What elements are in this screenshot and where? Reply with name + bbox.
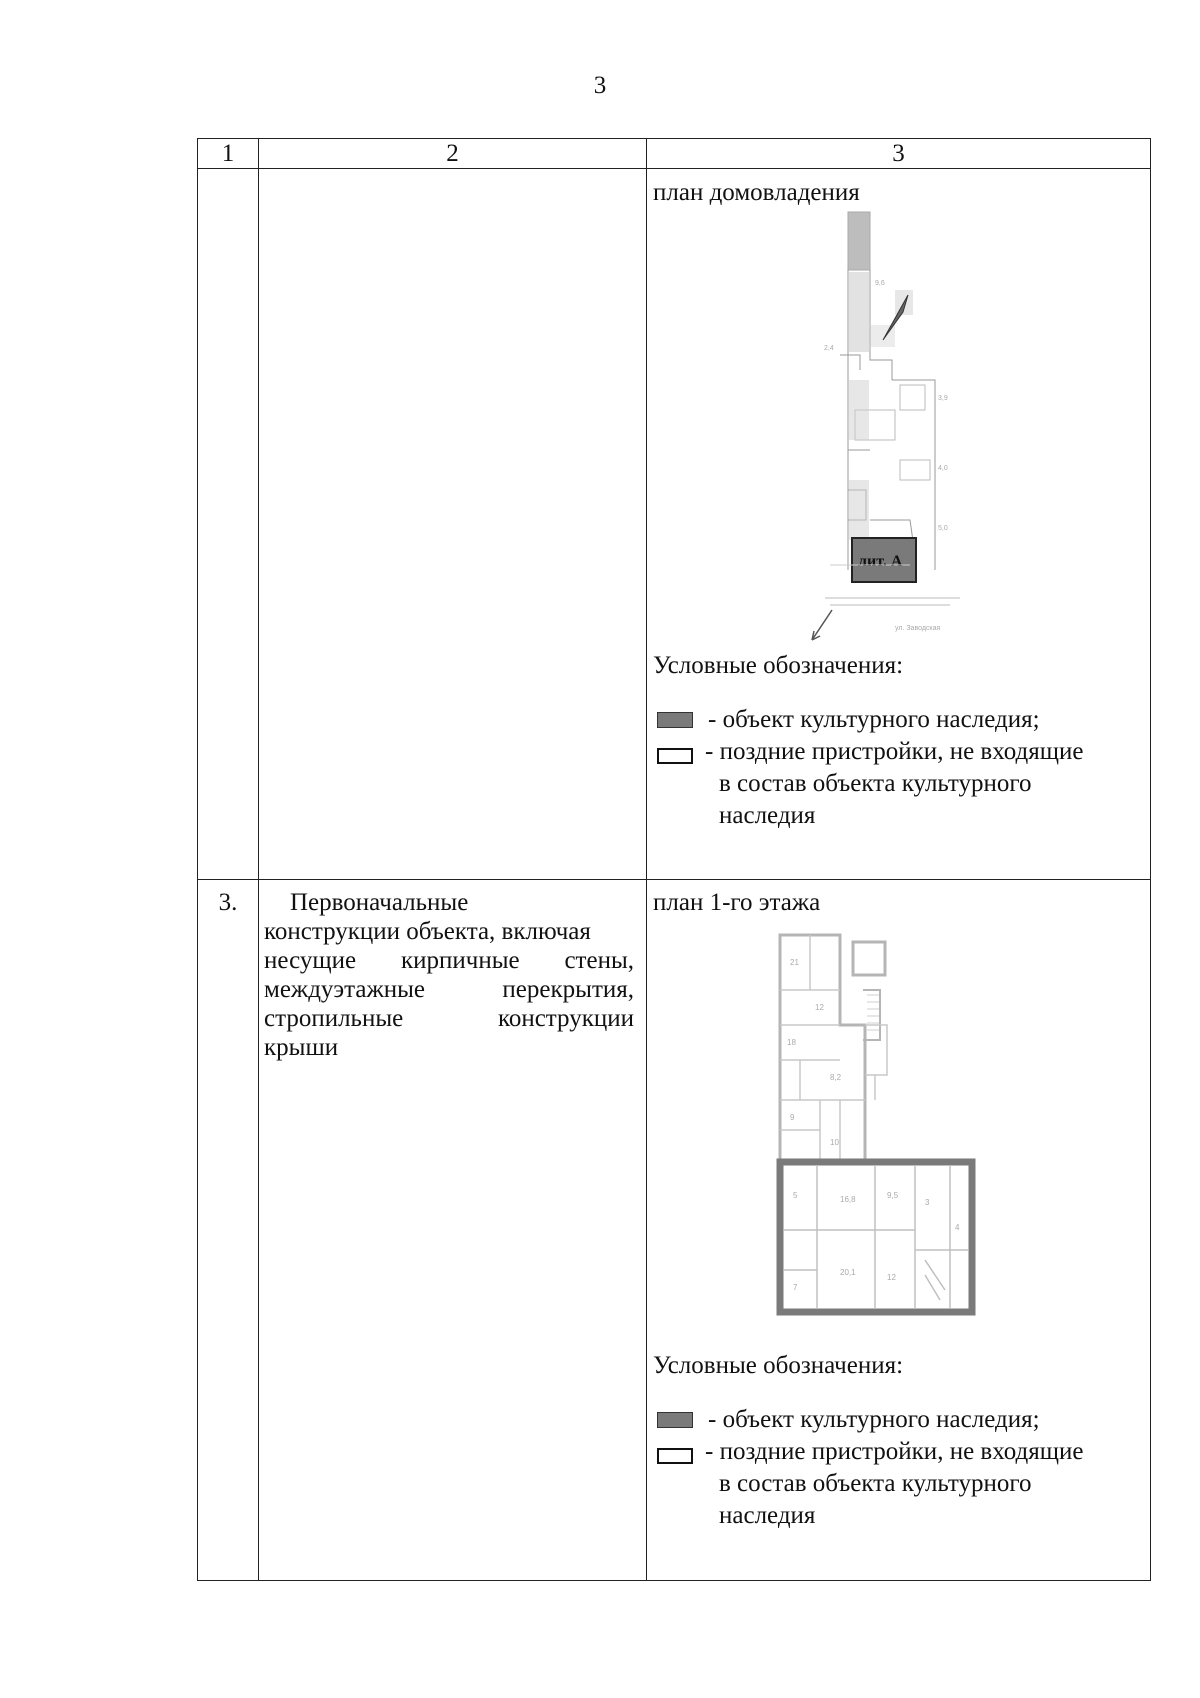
building-label: лит. А (858, 553, 903, 570)
svg-text:4,0: 4,0 (938, 465, 948, 472)
svg-text:4: 4 (955, 1223, 960, 1232)
column-header-1: 1 (221, 140, 235, 167)
heritage-swatch-icon (657, 1412, 693, 1428)
description-line: Первоначальные (290, 889, 469, 916)
svg-text:ул. Заводская: ул. Заводская (895, 625, 941, 632)
legend-heritage: - объект культурного наследия; (708, 1406, 1040, 1433)
annex-swatch-icon (657, 748, 693, 764)
legend-annex-line1: - поздние пристройки, не входящие (705, 738, 1084, 765)
row-number: 3. (218, 889, 238, 916)
legend-annex-line1: - поздние пристройки, не входящие (705, 1438, 1084, 1465)
svg-text:18: 18 (787, 1038, 796, 1047)
legend-title: Условные обозначения: (653, 652, 904, 679)
svg-text:16,8: 16,8 (840, 1195, 856, 1204)
legend-heritage: - объект культурного наследия; (708, 706, 1040, 733)
svg-text:8,2: 8,2 (830, 1073, 842, 1082)
legend-annex-line2: в состав объекта культурного (719, 770, 1032, 797)
svg-text:12: 12 (815, 1003, 824, 1012)
svg-text:9,5: 9,5 (887, 1191, 899, 1200)
description-line: междуэтажные перекрытия, (264, 976, 634, 1003)
annex-swatch-icon (657, 1448, 693, 1464)
svg-text:3: 3 (925, 1198, 930, 1207)
site-plan-title: план домовладения (653, 179, 860, 206)
heritage-swatch-icon (657, 712, 693, 728)
legend-title: Условные обозначения: (653, 1352, 904, 1379)
svg-text:9: 9 (790, 1113, 795, 1122)
floor-plan-drawing (775, 930, 995, 1320)
column-header-3: 3 (892, 140, 905, 167)
description-line: крыши (264, 1034, 339, 1061)
svg-text:7: 7 (793, 1283, 798, 1292)
legend-annex-line2: в состав объекта культурного (719, 1470, 1032, 1497)
direction-arrow-icon (812, 610, 832, 640)
svg-text:5: 5 (793, 1191, 798, 1200)
description-line: конструкции объекта, включая (264, 918, 591, 945)
svg-text:21: 21 (790, 958, 799, 967)
svg-text:9,6: 9,6 (875, 280, 885, 287)
page-number: 3 (593, 72, 607, 99)
svg-text:2,4: 2,4 (824, 345, 834, 352)
svg-text:10: 10 (830, 1138, 839, 1147)
floor-plan-title: план 1-го этажа (653, 889, 821, 916)
site-plan-drawing (800, 210, 1000, 660)
svg-text:3,9: 3,9 (938, 395, 948, 402)
description-line: несущие кирпичные стены, (264, 947, 634, 974)
svg-text:5,0: 5,0 (938, 525, 948, 532)
svg-text:20,1: 20,1 (840, 1268, 856, 1277)
description-line: стропильные конструкции (264, 1005, 634, 1032)
row-description (264, 888, 634, 1062)
column-header-2: 2 (446, 140, 459, 167)
legend-annex-line3: наследия (719, 1502, 816, 1529)
legend-annex-line3: наследия (719, 802, 816, 829)
svg-text:12: 12 (887, 1273, 896, 1282)
